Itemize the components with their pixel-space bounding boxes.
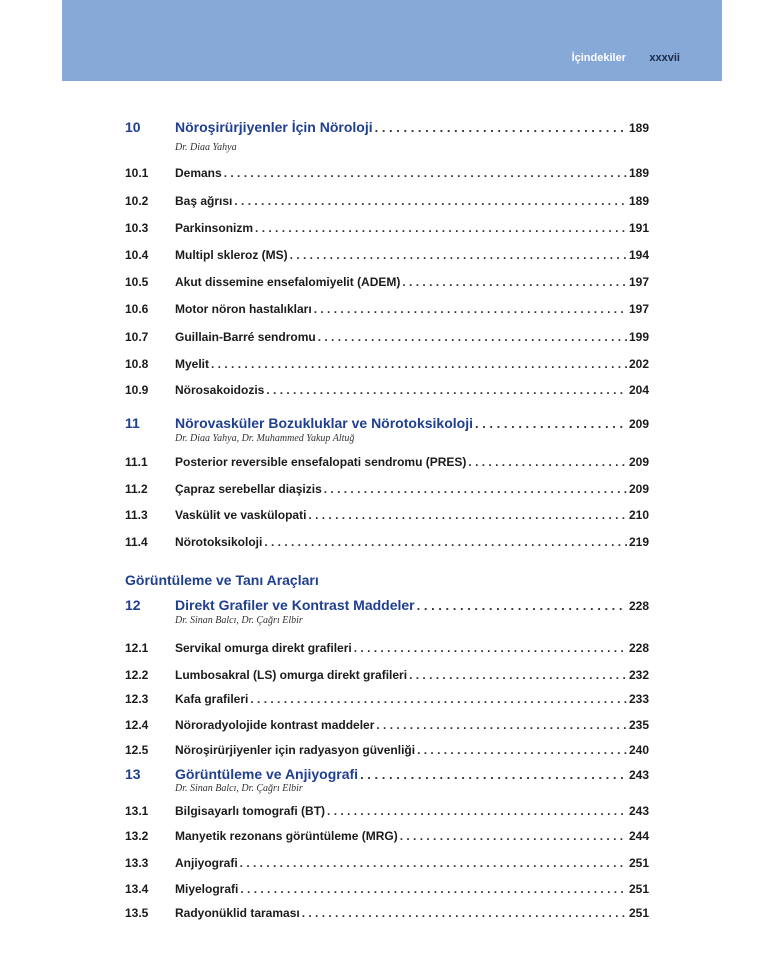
toc-entry[interactable] (125, 194, 649, 208)
entry-title: Nörosakoidozis (175, 383, 265, 397)
toc-entry[interactable] (125, 829, 649, 843)
entry-page-number: 199 (628, 330, 649, 344)
entry-page-number: 243 (628, 804, 649, 818)
entry-page-number: 232 (628, 668, 649, 682)
toc-entry[interactable] (125, 692, 649, 706)
entry-number: 10.8 (125, 357, 149, 371)
toc-entry[interactable] (125, 743, 649, 757)
entry-title: Nöroşirürjiyenler için radyasyon güvenliği (175, 743, 416, 757)
entry-title: Görüntüleme ve Anjiyografi (175, 766, 359, 782)
dot-leader (302, 906, 627, 920)
dot-leader (211, 357, 627, 371)
dot-leader (360, 767, 627, 782)
toc-entry[interactable] (125, 275, 649, 289)
entry-page-number: 209 (628, 482, 649, 496)
header-page-number: xxxvii (649, 52, 680, 64)
entry-page-number: 189 (628, 166, 649, 180)
entry-title: Akut dissemine ensefalomiyelit (ADEM) (175, 275, 401, 289)
entry-page-number: 202 (628, 357, 649, 371)
dot-leader (400, 829, 627, 843)
entry-title: Motor nöron hastalıkları (175, 302, 312, 316)
toc-entry[interactable] (125, 641, 649, 655)
entry-number: 12 (125, 597, 141, 613)
dot-leader (255, 221, 627, 235)
dot-leader (250, 692, 627, 706)
entry-number: 12.2 (125, 668, 149, 682)
toc-entry[interactable] (125, 535, 649, 549)
toc-chapter-entry[interactable] (125, 597, 649, 613)
entry-number: 10.7 (125, 330, 149, 344)
entry-title: Lumbosakral (LS) omurga direkt grafileri (175, 668, 408, 682)
entry-number: 10.5 (125, 275, 149, 289)
entry-page-number: 235 (628, 718, 649, 732)
page-header (62, 0, 722, 81)
entry-title: Kafa grafileri (175, 692, 249, 706)
entry-number: 12.4 (125, 718, 149, 732)
entry-number: 12.5 (125, 743, 149, 757)
dot-leader (290, 248, 627, 262)
toc-entry[interactable] (125, 383, 649, 397)
entry-number: 13.2 (125, 829, 149, 843)
entry-title: Myelit (175, 357, 210, 371)
entry-number: 10.1 (125, 166, 149, 180)
dot-leader (240, 856, 627, 870)
toc-entry[interactable] (125, 668, 649, 682)
entry-title: Nöroşirürjiyenler İçin Nöroloji (175, 119, 373, 135)
entry-page-number: 194 (628, 248, 649, 262)
dot-leader (314, 302, 627, 316)
entry-title: Çapraz serebellar diaşizis (175, 482, 322, 496)
chapter-authors: Dr. Diaa Yahya (175, 142, 237, 153)
entry-title: Anjiyografi (175, 856, 238, 870)
toc-chapter-entry[interactable] (125, 766, 649, 782)
entry-number: 10 (125, 119, 141, 135)
entry-page-number: 233 (628, 692, 649, 706)
entry-number: 13 (125, 766, 141, 782)
entry-number: 10.2 (125, 194, 149, 208)
dot-leader (409, 668, 627, 682)
entry-title: Servikal omurga direkt grafileri (175, 641, 352, 655)
toc-entry[interactable] (125, 882, 649, 896)
toc-entry[interactable] (125, 221, 649, 235)
part-heading: Görüntüleme ve Tanı Araçları (125, 572, 319, 588)
entry-title: Manyetik rezonans görüntüleme (MRG) (175, 829, 398, 843)
toc-entry[interactable] (125, 455, 649, 469)
entry-number: 13.1 (125, 804, 149, 818)
entry-title: Baş ağrısı (175, 194, 233, 208)
entry-number: 11.1 (125, 455, 148, 469)
entry-page-number: 191 (628, 221, 649, 235)
entry-page-number: 189 (628, 121, 649, 135)
dot-leader (224, 166, 627, 180)
entry-title: Bilgisayarlı tomografi (BT) (175, 804, 326, 818)
chapter-authors: Dr. Sinan Balcı, Dr. Çağrı Elbir (175, 615, 303, 626)
entry-number: 12.3 (125, 692, 149, 706)
entry-page-number: 240 (628, 743, 649, 757)
entry-number: 10.6 (125, 302, 149, 316)
entry-number: 13.5 (125, 906, 149, 920)
entry-number: 10.4 (125, 248, 149, 262)
dot-leader (324, 482, 627, 496)
dot-leader (417, 598, 627, 613)
entry-page-number: 251 (628, 856, 649, 870)
entry-title: Guillain-Barré sendromu (175, 330, 316, 344)
dot-leader (376, 718, 627, 732)
dot-leader (354, 641, 627, 655)
chapter-authors: Dr. Sinan Balcı, Dr. Çağrı Elbir (175, 783, 303, 794)
entry-title: Nörovasküler Bozukluklar ve Nörotoksikoloji (175, 415, 473, 431)
entry-title: Demans (175, 166, 222, 180)
dot-leader (475, 416, 627, 431)
entry-number: 13.3 (125, 856, 149, 870)
dot-leader (417, 743, 627, 757)
entry-number: 12.1 (125, 641, 149, 655)
dot-leader (264, 535, 627, 549)
entry-page-number: 228 (628, 641, 649, 655)
entry-page-number: 228 (628, 599, 649, 613)
entry-title: Radyonüklid taraması (175, 906, 300, 920)
entry-number: 10.9 (125, 383, 149, 397)
entry-page-number: 251 (628, 882, 649, 896)
entry-number: 10.3 (125, 221, 149, 235)
entry-number: 11.2 (125, 482, 148, 496)
dot-leader (327, 804, 627, 818)
entry-page-number: 209 (628, 455, 649, 469)
entry-title: Nörotoksikoloji (175, 535, 263, 549)
dot-leader (266, 383, 627, 397)
entry-title: Parkinsonizm (175, 221, 254, 235)
toc-entry[interactable] (125, 856, 649, 870)
entry-page-number: 243 (628, 768, 649, 782)
toc-entry[interactable] (125, 330, 649, 344)
toc-entry[interactable] (125, 482, 649, 496)
dot-leader (234, 194, 627, 208)
entry-page-number: 251 (628, 906, 649, 920)
entry-title: Posterior reversible ensefalopati sendromu (PRES) (175, 455, 467, 469)
chapter-authors: Dr. Diaa Yahya, Dr. Muhammed Yakup Altuğ (175, 433, 355, 444)
entry-title: Multipl skleroz (MS) (175, 248, 288, 262)
entry-page-number: 197 (628, 302, 649, 316)
toc-entry[interactable] (125, 508, 649, 522)
toc-entry[interactable] (125, 248, 649, 262)
toc-entry[interactable] (125, 357, 649, 371)
toc-entry[interactable] (125, 906, 649, 920)
entry-page-number: 204 (628, 383, 649, 397)
dot-leader (402, 275, 627, 289)
entry-page-number: 219 (628, 535, 649, 549)
entry-page-number: 197 (628, 275, 649, 289)
entry-page-number: 209 (628, 417, 649, 431)
dot-leader (468, 455, 627, 469)
dot-leader (375, 120, 627, 135)
toc-entry[interactable] (125, 804, 649, 818)
entry-title: Vaskülit ve vaskülopati (175, 508, 307, 522)
entry-page-number: 189 (628, 194, 649, 208)
dot-leader (318, 330, 627, 344)
dot-leader (308, 508, 627, 522)
toc-chapter-entry[interactable] (125, 415, 649, 431)
entry-title: Miyelografi (175, 882, 239, 896)
entry-number: 13.4 (125, 882, 149, 896)
entry-page-number: 210 (628, 508, 649, 522)
toc-entry[interactable] (125, 302, 649, 316)
toc-entry[interactable] (125, 166, 649, 180)
toc-entry[interactable] (125, 718, 649, 732)
entry-title: Direkt Grafiler ve Kontrast Maddeler (175, 597, 415, 613)
entry-number: 11.4 (125, 535, 148, 549)
entry-page-number: 244 (628, 829, 649, 843)
header-section-title: İçindekiler (571, 52, 626, 64)
entry-number: 11 (125, 415, 140, 431)
entry-number: 11.3 (125, 508, 148, 522)
entry-title: Nöroradyolojide kontrast maddeler (175, 718, 375, 732)
toc-chapter-entry[interactable] (125, 119, 649, 135)
dot-leader (240, 882, 627, 896)
